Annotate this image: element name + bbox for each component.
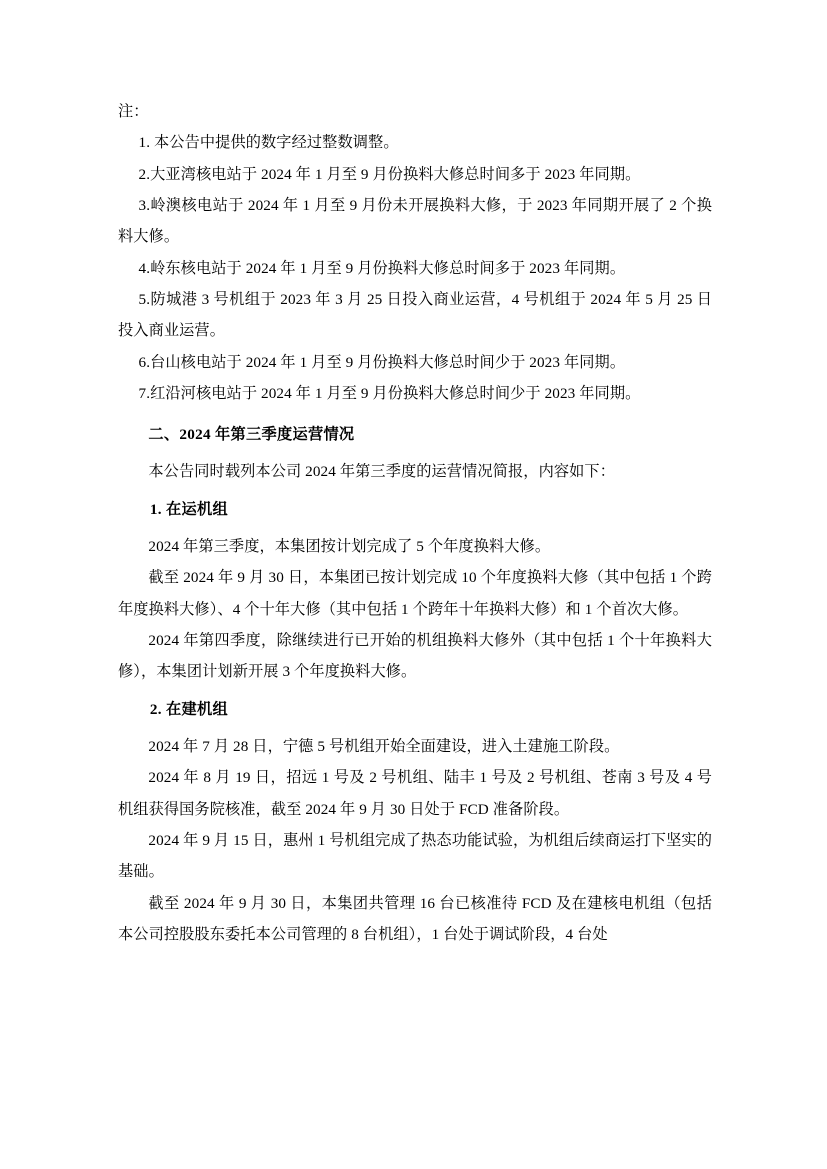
note-item-6: 6.台山核电站于 2024 年 1 月至 9 月份换料大修总时间少于 2023 年同期。	[138, 353, 626, 371]
operating-units-paragraph-1: 2024 年第三季度，本集团按计划完成了 5 个年度换料大修。	[148, 538, 551, 556]
notes-label: 注：	[118, 103, 149, 120]
section-intro-paragraph: 本公告同时载列本公司 2024 年第三季度的运营情况简报，内容如下：	[148, 463, 616, 481]
under-construction-paragraph-2: 2024 年 8 月 19 日，招远 1 号及 2 号机组、陆丰 1 号及 2 号机组、苍南 3 号及 4 号机组获得国务院核准，截至 2024 年 9 月 30 日处于 FCD 准备阶段。	[118, 769, 712, 818]
spacer	[118, 409, 712, 419]
section-heading-operations: 二、2024 年第三季度运营情况	[148, 426, 355, 444]
subsection-heading-under-construction: 2. 在建机组	[149, 700, 228, 718]
note-item-3: 3.岭澳核电站于 2024 年 1 月至 9 月份未开展换料大修，于 2023 年同期开展了 2 个换料大修。	[118, 196, 712, 246]
under-construction-paragraph-1: 2024 年 7 月 28 日，宁德 5 号机组开始全面建设，进入土建施工阶段。	[148, 737, 620, 755]
operating-units-paragraph-2: 截至 2024 年 9 月 30 日，本集团已按计划完成 10 个年度换料大修（其中包括 1 个跨年度换料大修）、4 个十年大修（其中包括 1 个跨年十年换料大修）和 1 个首次大修。	[118, 569, 712, 618]
note-item-7: 7.红沿河核电站于 2024 年 1 月至 9 月份换料大修总时间少于 2023 年同期。	[138, 384, 641, 402]
note-item-5: 5.防城港 3 号机组于 2023 年 3 月 25 日投入商业运营，4 号机组于 2024 年 5 月 25 日投入商业运营。	[118, 290, 712, 340]
note-item-4: 4.岭东核电站于 2024 年 1 月至 9 月份换料大修总时间多于 2023 年同期。	[138, 259, 626, 277]
under-construction-paragraph-3: 2024 年 9 月 15 日，惠州 1 号机组完成了热态功能试验，为机组后续商运打下坚实的基础。	[118, 831, 712, 881]
note-item-2: 2.大亚湾核电站于 2024 年 1 月至 9 月份换料大修总时间多于 2023 年同期。	[138, 165, 641, 183]
under-construction-paragraph-4: 截至 2024 年 9 月 30 日，本集团共管理 16 台已核准待 FCD 及在建核电机组（包括本公司控股股东委托本公司管理的 8 台机组），1 台处于调试阶段，4 台处	[118, 894, 712, 943]
operating-units-paragraph-3: 2024 年第四季度，除继续进行已开始的机组换料大修外（其中包括 1 个十年换料大修），本集团计划新开展 3 个年度换料大修。	[118, 632, 712, 681]
document-body	[118, 96, 712, 950]
subsection-heading-operating-units: 1. 在运机组	[149, 500, 228, 518]
note-item-1: 1. 本公告中提供的数字经过整数调整。	[138, 134, 399, 152]
